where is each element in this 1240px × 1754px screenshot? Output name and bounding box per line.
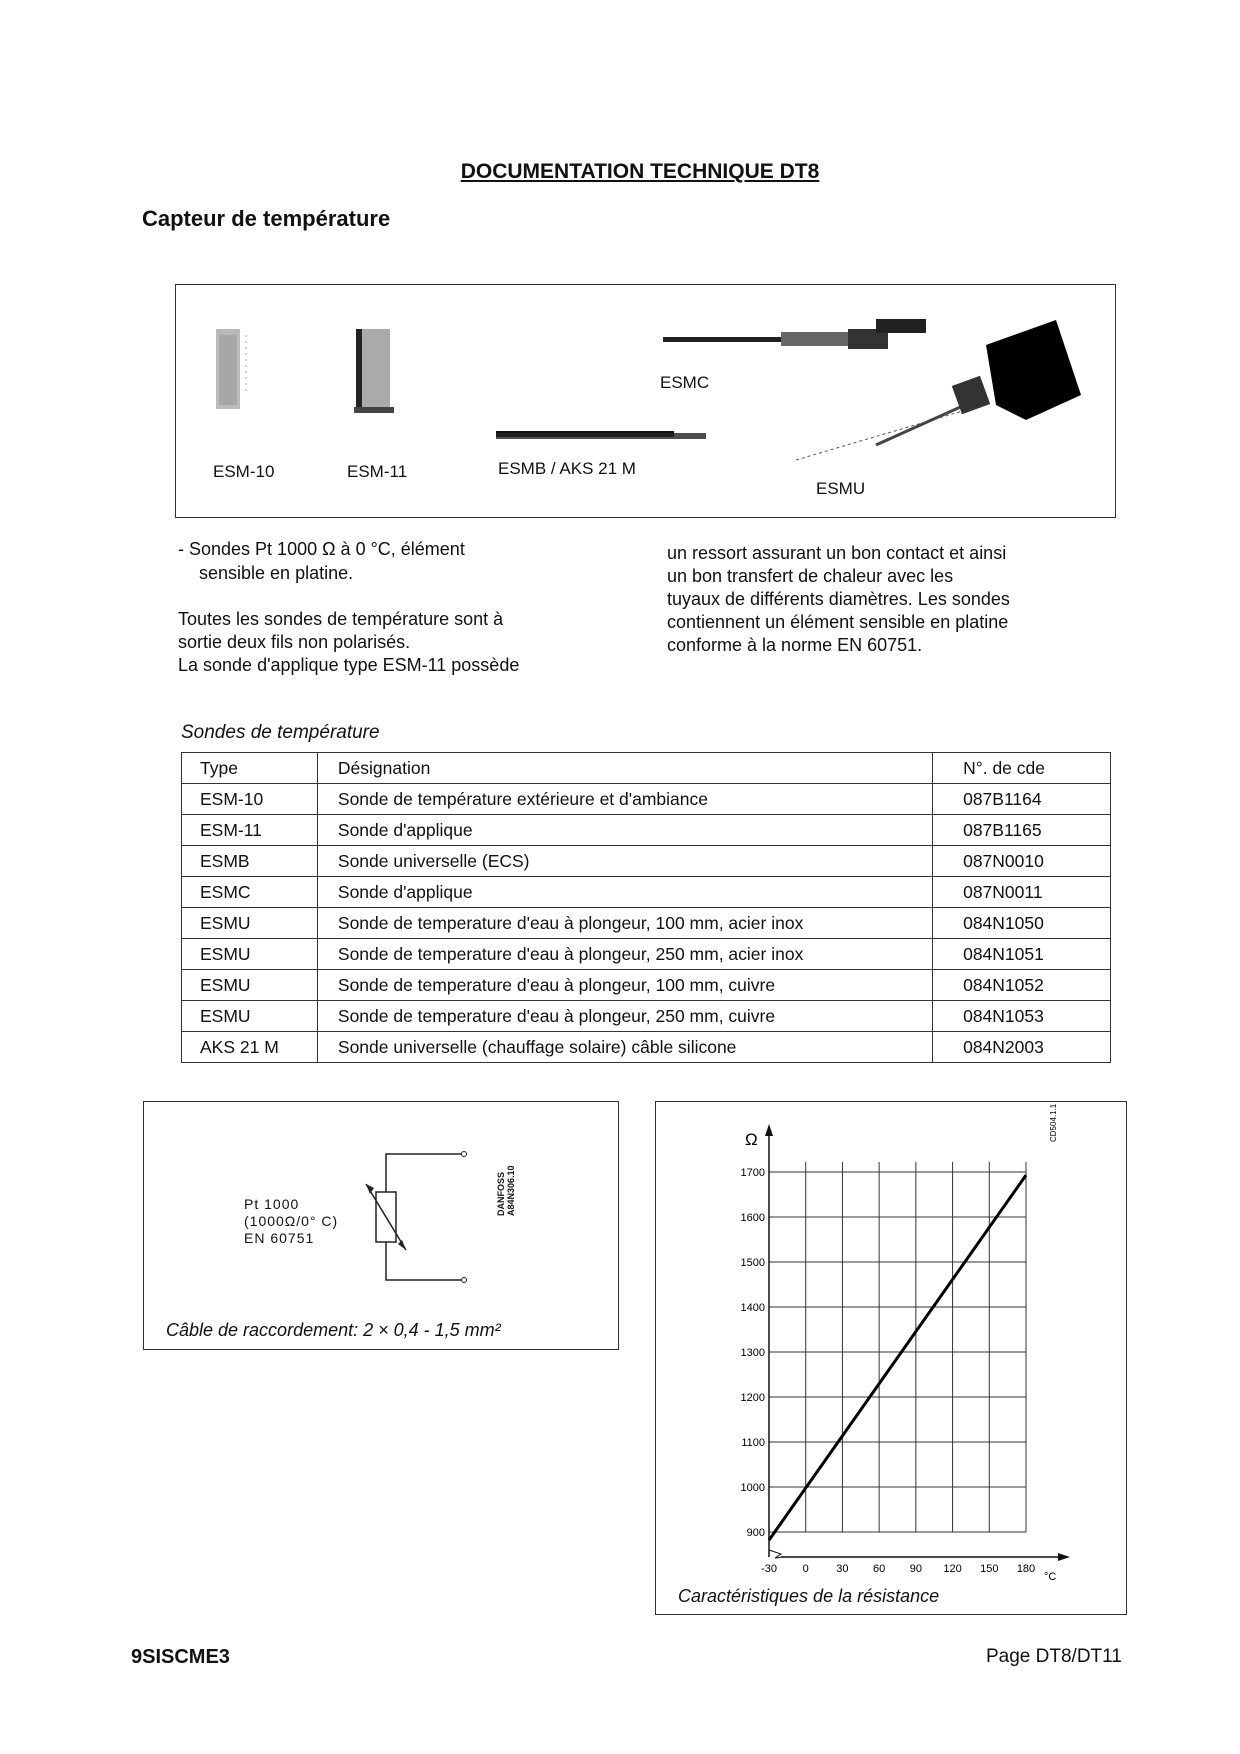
x-tick-label: 180 bbox=[1016, 1563, 1036, 1575]
product-photos-box bbox=[175, 284, 1116, 518]
cable-caption: Câble de raccordement: 2 × 0,4 - 1,5 mm² bbox=[166, 1320, 501, 1340]
cell-designation: Sonde de temperature d'eau à plongeur, 100 mm, cuivre bbox=[317, 970, 932, 1001]
cell-type: ESM-10 bbox=[182, 784, 318, 815]
cell-designation: Sonde universelle (ECS) bbox=[317, 846, 932, 877]
spec-line-3: EN 60751 bbox=[244, 1230, 315, 1246]
esmc-photo bbox=[663, 319, 926, 349]
text-line: un ressort assurant un bon contact et ainsi bbox=[667, 543, 1007, 563]
esm10-photo bbox=[216, 329, 246, 409]
y-tick-label: 1100 bbox=[741, 1437, 765, 1449]
x-axis-arrow bbox=[1058, 1553, 1070, 1561]
x-tick-label: -30 bbox=[761, 1563, 777, 1575]
y-tick-label: 900 bbox=[746, 1527, 765, 1539]
photo-label-esm10: ESM-10 bbox=[213, 462, 275, 481]
page-subtitle: Capteur de température bbox=[142, 206, 391, 231]
bullet-line-1: - Sondes Pt 1000 Ω à 0 °C, élément bbox=[178, 539, 465, 559]
cell-designation: Sonde de temperature d'eau à plongeur, 250 mm, cuivre bbox=[317, 1001, 932, 1032]
y-axis-label: Ω bbox=[745, 1130, 758, 1149]
cell-order-number: 087B1165 bbox=[933, 815, 1111, 846]
table-row bbox=[182, 784, 1111, 815]
y-tick-label: 1400 bbox=[740, 1302, 765, 1314]
cell-order-number: 084N1052 bbox=[933, 970, 1111, 1001]
esm11-photo bbox=[354, 329, 394, 413]
cell-type: ESMU bbox=[182, 908, 318, 939]
document-code: 9SISCME3 bbox=[131, 1646, 230, 1668]
photo-label-esmc: ESMC bbox=[660, 373, 710, 392]
esmb-photo bbox=[496, 431, 706, 439]
cell-order-number: 084N2003 bbox=[933, 1032, 1111, 1063]
y-tick-label: 1200 bbox=[740, 1392, 765, 1404]
cell-order-number: 084N1053 bbox=[933, 1001, 1111, 1032]
danfoss-code bbox=[496, 1165, 516, 1216]
cell-type: ESM-11 bbox=[182, 815, 318, 846]
cell-order-number: 087N0010 bbox=[933, 846, 1111, 877]
y-tick-label: 1600 bbox=[740, 1212, 765, 1224]
text-line: Toutes les sondes de température sont à bbox=[178, 609, 504, 629]
x-tick-label: 120 bbox=[943, 1563, 962, 1575]
table-row bbox=[182, 877, 1111, 908]
y-tick-label: 1500 bbox=[740, 1257, 765, 1269]
wiring-diagram bbox=[144, 1102, 620, 1351]
table-row bbox=[182, 1001, 1111, 1032]
table-row bbox=[182, 970, 1111, 1001]
photo-label-esmb: ESMB / AKS 21 M bbox=[498, 459, 636, 478]
spec-line-1: Pt 1000 bbox=[244, 1196, 300, 1212]
cell-type: ESMB bbox=[182, 846, 318, 877]
y-tick-label: 1700 bbox=[740, 1167, 765, 1179]
description-left bbox=[178, 608, 519, 677]
cell-type: ESMU bbox=[182, 939, 318, 970]
product-photos bbox=[176, 285, 1117, 519]
code-line-1: DANFOSS bbox=[496, 1171, 506, 1216]
cell-designation: Sonde d'applique bbox=[317, 815, 932, 846]
cell-order-number: 084N1050 bbox=[933, 908, 1111, 939]
text-line: conforme à la norme EN 60751. bbox=[667, 635, 923, 655]
table-row bbox=[182, 815, 1111, 846]
cell-type: ESMU bbox=[182, 970, 318, 1001]
header-order-number: N°. de cde bbox=[933, 753, 1111, 784]
x-axis-label: °C bbox=[1044, 1571, 1057, 1583]
header-designation: Désignation bbox=[317, 753, 932, 784]
text-line: La sonde d'applique type ESM-11 possède bbox=[178, 655, 520, 675]
table-row bbox=[182, 908, 1111, 939]
text-line: sortie deux fils non polarisés. bbox=[178, 632, 411, 652]
x-tick-label: 150 bbox=[980, 1563, 999, 1575]
photo-label-esmu: ESMU bbox=[816, 479, 866, 498]
cell-order-number: 087B1164 bbox=[933, 784, 1111, 815]
resistance-chart-box bbox=[655, 1101, 1127, 1615]
spec-line-2: (1000Ω/0° C) bbox=[244, 1213, 339, 1229]
table-header-row bbox=[182, 753, 1111, 784]
cell-type: ESMU bbox=[182, 1001, 318, 1032]
x-tick-label: 60 bbox=[873, 1563, 886, 1575]
wiring-diagram-box bbox=[143, 1101, 619, 1350]
photo-label-esm11: ESM-11 bbox=[347, 462, 408, 481]
cell-designation: Sonde de temperature d'eau à plongeur, 250 mm, acier inox bbox=[317, 939, 932, 970]
cell-designation: Sonde de temperature d'eau à plongeur, 100 mm, acier inox bbox=[317, 908, 932, 939]
cell-designation: Sonde d'applique bbox=[317, 877, 932, 908]
code-line-2: A84N306.10 bbox=[506, 1165, 516, 1216]
cell-type: ESMC bbox=[182, 877, 318, 908]
axis-break bbox=[769, 1550, 783, 1558]
text-line: tuyaux de différents diamètres. Les sondes bbox=[667, 589, 1010, 609]
table-row bbox=[182, 846, 1111, 877]
text-line: contiennent un élément sensible en platine bbox=[667, 612, 1009, 632]
resistance-chart bbox=[656, 1102, 1128, 1616]
description-right bbox=[667, 542, 1010, 657]
x-tick-label: 0 bbox=[802, 1563, 809, 1575]
y-axis-arrow bbox=[765, 1124, 773, 1136]
sondes-table bbox=[181, 752, 1111, 1063]
table-row bbox=[182, 1032, 1111, 1063]
text-line: un bon transfert de chaleur avec les bbox=[667, 566, 954, 586]
y-tick-label: 1300 bbox=[740, 1347, 765, 1359]
table-row bbox=[182, 939, 1111, 970]
cell-order-number: 087N0011 bbox=[933, 877, 1111, 908]
header-type: Type bbox=[182, 753, 318, 784]
page-number: Page DT8/DT11 bbox=[986, 1646, 1122, 1667]
table-caption: Sondes de température bbox=[181, 722, 380, 743]
y-tick-label: 1000 bbox=[740, 1482, 765, 1494]
series-line bbox=[769, 1175, 1026, 1540]
x-tick-label: 30 bbox=[836, 1563, 849, 1575]
chart-title: Caractéristiques de la résistance bbox=[678, 1586, 940, 1606]
cell-type: AKS 21 M bbox=[182, 1032, 318, 1063]
cell-designation: Sonde de température extérieure et d'ambiance bbox=[317, 784, 932, 815]
chart-code: CD504.1.1 bbox=[1049, 1103, 1058, 1142]
x-tick-label: 90 bbox=[909, 1563, 922, 1575]
bullet-line-2: sensible en platine. bbox=[199, 563, 354, 583]
cell-designation: Sonde universelle (chauffage solaire) câble silicone bbox=[317, 1032, 932, 1063]
page-title: DOCUMENTATION TECHNIQUE DT8 bbox=[460, 160, 820, 183]
pt1000-spec bbox=[244, 1196, 338, 1247]
cell-order-number: 084N1051 bbox=[933, 939, 1111, 970]
